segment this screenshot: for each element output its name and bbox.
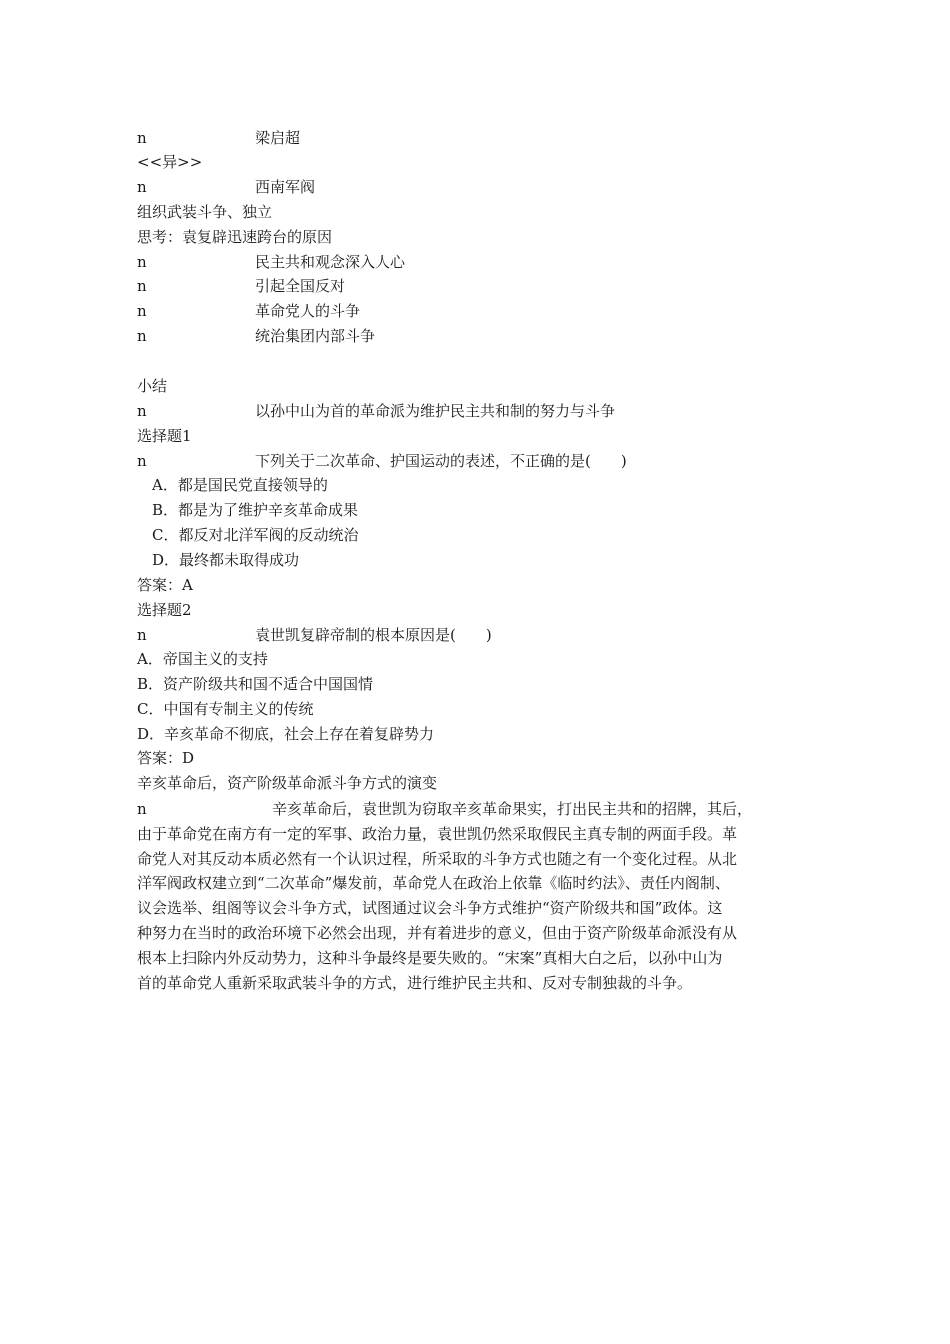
question-1-title: 选择题1: [137, 427, 192, 445]
question-2-title: 选择题2: [137, 601, 192, 619]
bullet: n: [137, 402, 147, 420]
option-a: A．帝国主义的支持: [137, 650, 268, 668]
paragraph-line: 种努力在当时的政治环境下必然会出现，并有着进步的意义，但由于资产阶级革命派没有从: [137, 923, 738, 942]
bullet: n: [137, 452, 147, 470]
stem-text: 袁世凯复辟帝制的根本原因是( ): [255, 626, 492, 644]
bullet: n: [137, 178, 147, 196]
option-c: C．中国有专制主义的传统: [137, 700, 314, 718]
item-text: 统治集团内部斗争: [255, 327, 376, 345]
paragraph: [137, 797, 827, 995]
item-text: 革命党人的斗争: [255, 302, 361, 320]
paragraph-first-line: [137, 797, 827, 822]
option-d: D．辛亥革命不彻底，社会上存在着复辟势力: [137, 725, 435, 743]
bullet: n: [137, 253, 147, 271]
question-heading: 思考：袁复辟迅速跨台的原因: [137, 228, 333, 246]
text-line: 组织武装斗争、独立: [137, 203, 273, 221]
bullet: n: [137, 277, 147, 295]
option-b: B．都是为了维护辛亥革命成果: [152, 501, 359, 519]
heading-different: <<异>>: [137, 153, 203, 171]
paragraph-line: 根本上扫除内外反动势力，这种斗争最终是要失败的。“宋案”真相大白之后，以孙中山为: [137, 948, 723, 967]
paragraph-line: 洋军阀政权建立到“二次革命”爆发前，革命党人在政治上依靠《临时约法》、责任内阁制、: [137, 874, 730, 893]
bullet: n: [137, 327, 147, 345]
paragraph-line: 首的革命党人重新采取武装斗争的方式，进行维护民主共和、反对专制独裁的斗争。: [137, 973, 693, 992]
option-b: B．资产阶级共和国不适合中国国情: [137, 675, 374, 693]
paragraph-line: 命党人对其反动本质必然有一个认识过程，所采取的斗争方式也随之有一个变化过程。从北: [137, 849, 738, 868]
item-text: 引起全国反对: [255, 277, 346, 295]
bullet: n: [137, 302, 147, 320]
option-c: C．都反对北洋军阀的反动统治: [152, 526, 359, 544]
item-text: 梁启超: [255, 129, 301, 147]
bullet: n: [137, 129, 147, 147]
item-text: 西南军阀: [255, 178, 316, 196]
section-title: 辛亥革命后，资产阶级革命派斗争方式的演变: [137, 774, 438, 792]
bullet: n: [137, 800, 147, 818]
answer: 答案：D: [137, 749, 195, 767]
paragraph-body: [137, 822, 827, 996]
summary-heading: 小结: [137, 377, 168, 395]
item-text: 民主共和观念深入人心: [255, 253, 406, 271]
option-a: A．都是国民党直接领导的: [152, 476, 328, 494]
stem-text: 下列关于二次革命、护国运动的表述，不正确的是( ): [255, 452, 627, 470]
paragraph-line: 议会选举、组阁等议会斗争方式，试图通过议会斗争方式维护“资产阶级共和国”政体。这: [137, 899, 723, 918]
answer: 答案：A: [137, 576, 193, 594]
first-line-text: 辛亥革命后，袁世凯为窃取辛亥革命果实，打出民主共和的招牌，其后，: [272, 800, 753, 818]
option-d: D．最终都未取得成功: [152, 551, 300, 569]
item-text: 以孙中山为首的革命派为维护民主共和制的努力与斗争: [255, 402, 616, 420]
bullet: n: [137, 626, 147, 644]
paragraph-line: 由于革命党在南方有一定的军事、政治力量，袁世凯仍然采取假民主真专制的两面手段。革: [137, 824, 738, 843]
